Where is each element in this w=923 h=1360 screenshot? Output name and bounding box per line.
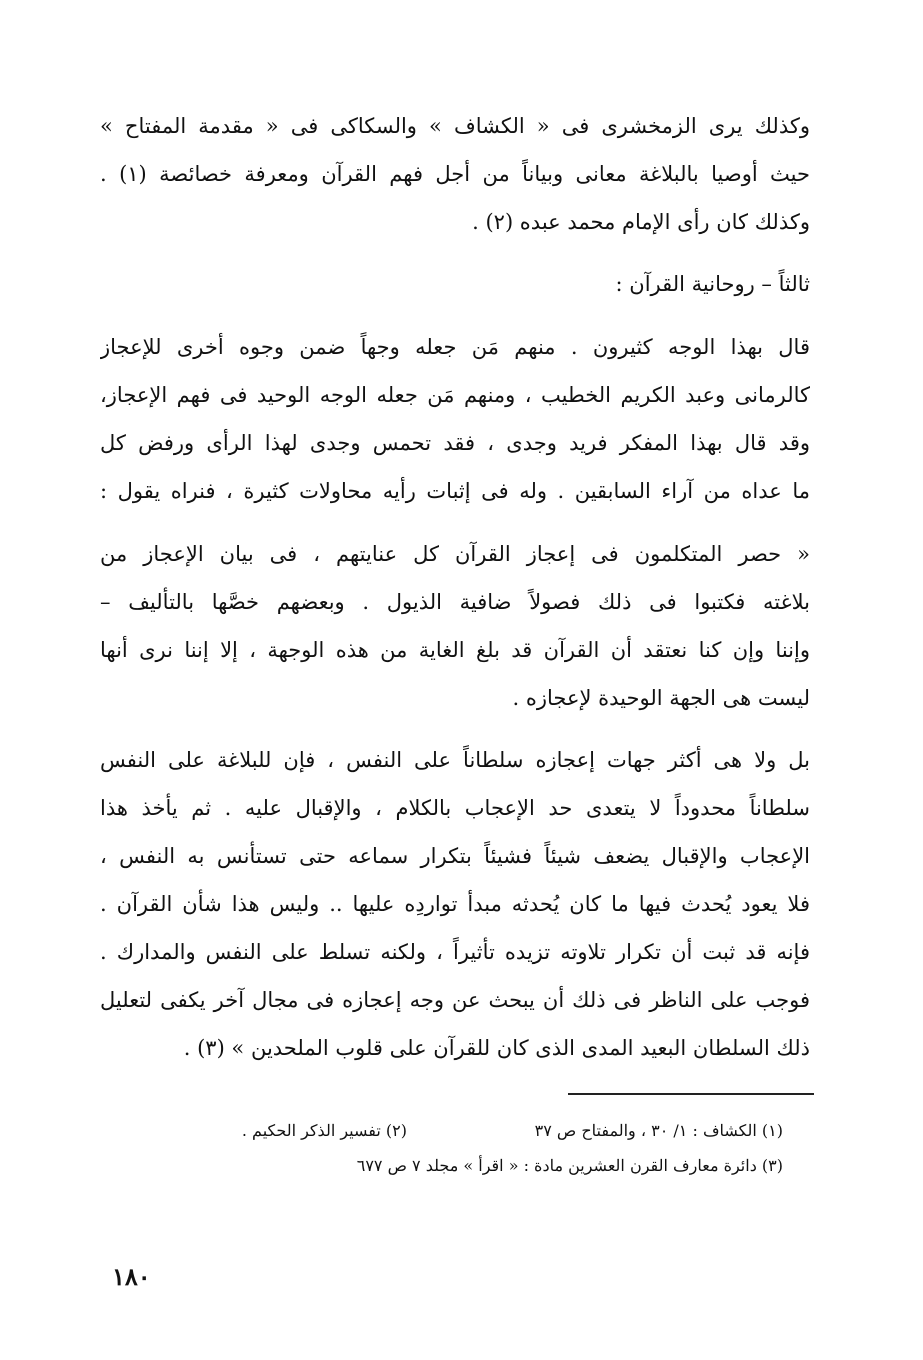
text-line: وكذلك يرى الزمخشرى فى « الكشاف » والسكاكى فى « مقدمة المفتاح » (100, 114, 810, 138)
text-line: فوجب على الناظر فى ذلك أن يبحث عن وجه إعجازه فى مجال آخر يكفى لتعليل (100, 988, 810, 1012)
footnote-1: (١) الكشاف : ١/ ٣٠ ، والمفتاح ص ٣٧ (534, 1121, 783, 1140)
footnote-2: (٢) تفسير الذكر الحكيم . (241, 1121, 407, 1140)
paragraph-intro (100, 102, 810, 246)
paragraph-continuation (100, 736, 810, 1072)
section-heading (100, 260, 810, 308)
footnote-3: (٣) دائرة معارف القرن العشرين مادة : « اقرأ » مجلد ٧ ص ٦٧٧ (356, 1156, 783, 1175)
text-line: حيث أوصيا بالبلاغة معانى وبياناً من أجل فهم القرآن ومعرفة خصائصة (١) . (100, 162, 810, 186)
text-line: « حصر المتكلمون فى إعجاز القرآن كل عنايتهم ، فى بيان الإعجاز من (100, 542, 810, 566)
text-line: ذلك السلطان البعيد المدى الذى كان للقرآن على قلوب الملحدين » (٣) . (183, 1036, 810, 1060)
paragraph-spirituality (100, 323, 810, 515)
text-line: فإنه قد ثبت أن تكرار تلاوته تزيده تأثيراً ، ولكنه تسلط على النفس والمدارك . (100, 940, 810, 964)
page-number: ١٨٠ (112, 1262, 151, 1291)
text-line: وقد قال بهذا المفكر فريد وجدى ، فقد تحمس وجدى لهذا الرأى ورفض كل (100, 431, 810, 455)
paragraph-quote (100, 530, 810, 722)
text-line: الإعجاب والإقبال يضعف شيئاً فشيئاً بتكرار سماعه حتى تستأنس به النفس ، (100, 844, 810, 868)
text-line: وكذلك كان رأى الإمام محمد عبده (٢) . (472, 210, 810, 234)
heading-text: ثالثاً – روحانية القرآن : (615, 272, 810, 296)
text-line: وإننا وإن كنا نعتقد أن القرآن قد بلغ الغاية من هذه الوجهة ، إلا إننا نرى أنها (100, 638, 810, 662)
text-line: ما عداه من آراء السابقين . وله فى إثبات رأيه محاولات كثيرة ، فنراه يقول : (100, 479, 810, 503)
text-line: بل ولا هى أكثر جهات إعجازه سلطاناً على النفس ، فإن للبلاغة على النفس (100, 748, 810, 772)
text-line: كالرمانى وعبد الكريم الخطيب ، ومنهم مَن جعله الوجه الوحيد فى فهم الإعجاز، (100, 383, 810, 407)
text-line: بلاغته فكتبوا فى ذلك فصولاً ضافية الذيول . وبعضهم خصَّها بالتأليف – (100, 590, 810, 614)
text-line: قال بهذا الوجه كثيرون . منهم مَن جعله وجهاً ضمن وجوه أخرى للإعجاز (100, 335, 810, 359)
text-line: فلا يعود يُحدث فيها ما كان يُحدثه مبدأ تواردِه عليها .. وليس هذا شأن القرآن . (100, 892, 810, 916)
text-line: ليست هى الجهة الوحيدة لإعجازه . (512, 686, 810, 710)
footnote-divider (568, 1093, 814, 1095)
text-line: سلطاناً محدوداً لا يتعدى حد الإعجاب بالكلام ، والإقبال عليه . ثم يأخذ هذا (100, 796, 810, 820)
